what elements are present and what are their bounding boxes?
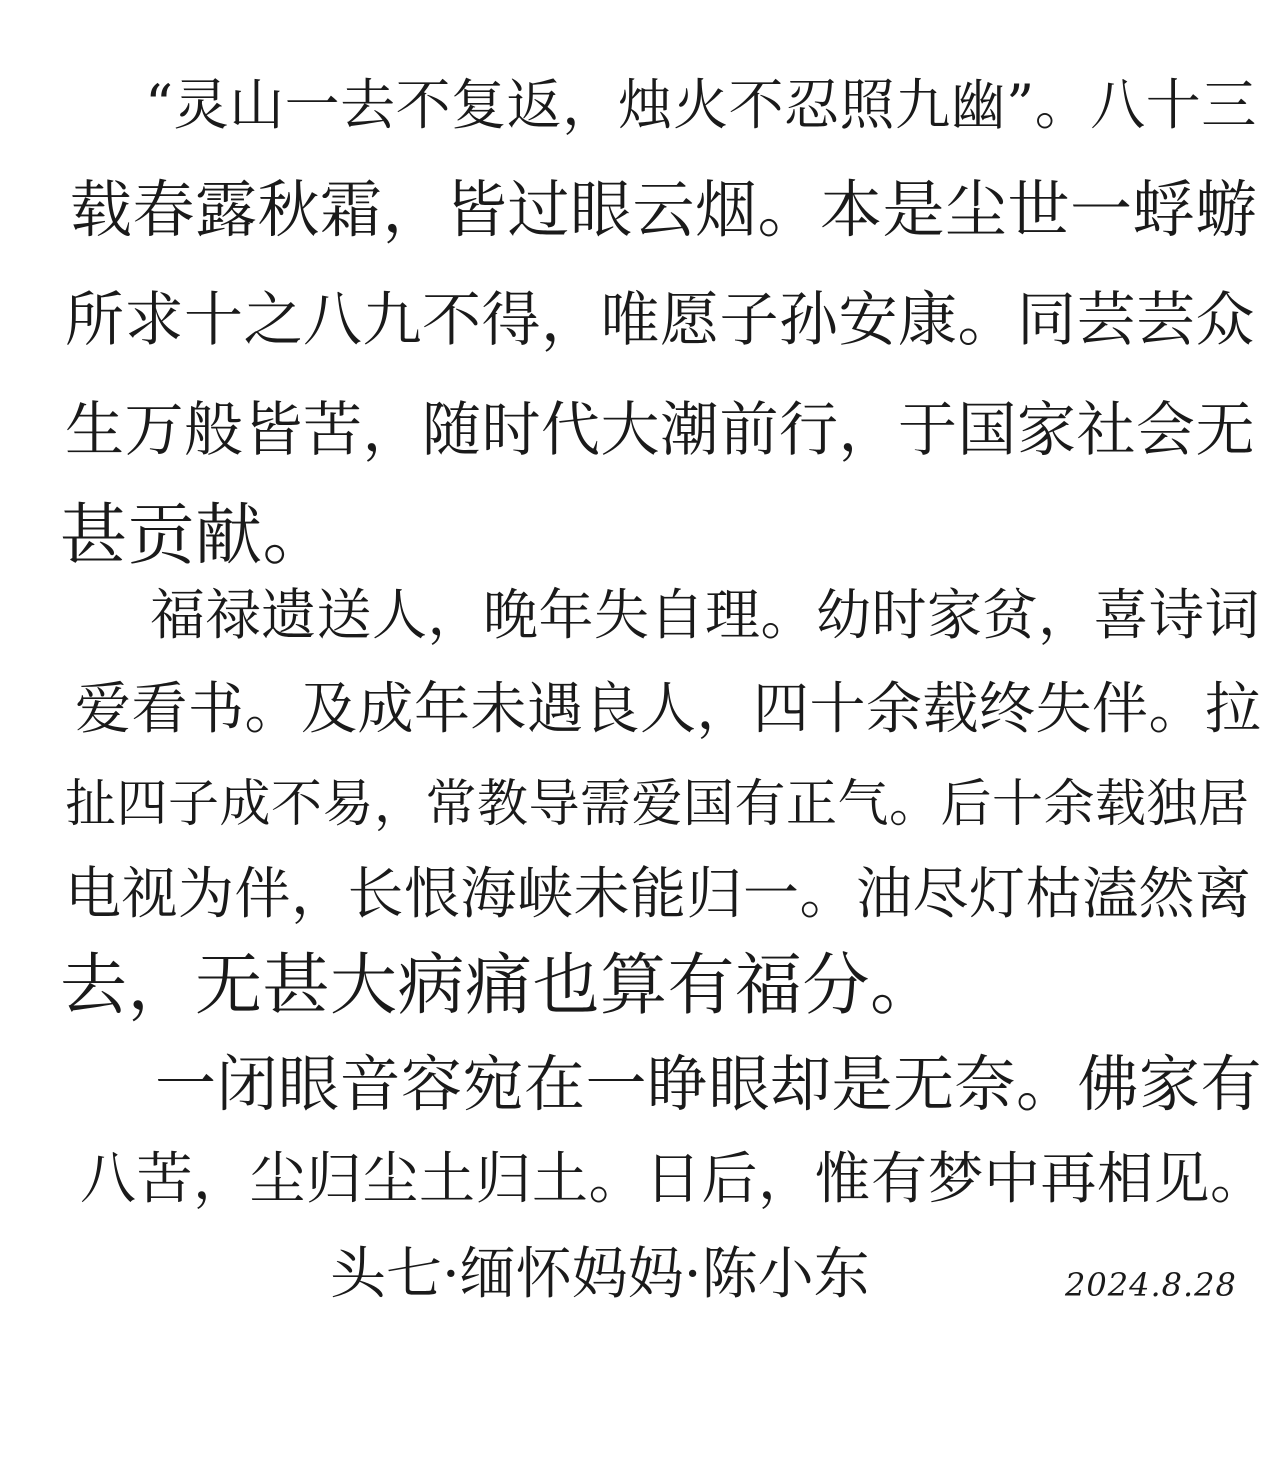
paragraph-2-line-2: 爱看书。及成年未遇良人，四十余载终失伴。拉 — [75, 677, 1262, 742]
signature-date: 2024.8.28 — [1065, 1266, 1237, 1304]
paragraph-1-line-3: 所求十之八九不得，唯愿子孙安康。同芸芸众 — [65, 285, 1256, 354]
paragraph-2-line-3: 扯四子成不易，常教导需爱国有正气。后十余载独居 — [65, 775, 1250, 834]
paragraph-2-line-5: 去，无甚大病痛也算有福分。 — [60, 946, 938, 1024]
paragraph-2-line-4: 电视为伴，长恨海峡未能归一。油尽灯枯溘然离 — [65, 862, 1252, 927]
paragraph-2-line-1: 福禄遗送人，晚年失自理。幼时家贫，喜诗词 — [150, 583, 1261, 647]
paragraph-1-line-4: 生万般皆苦，随时代大潮前行，于国家社会无 — [65, 395, 1256, 464]
signature-name: 头七·缅怀妈妈·陈小东 — [330, 1242, 870, 1307]
paragraph-1-line-2: 载春露秋霜，皆过眼云烟。本是尘世一蜉蝣 — [70, 173, 1258, 246]
paragraph-3-line-1: 一闭眼音容宛在一睁眼却是无奈。佛家有 — [155, 1049, 1263, 1120]
paragraph-1-line-5: 甚贡献。 — [60, 496, 330, 574]
paragraph-3-line-2: 八苦，尘归尘土归土。日后，惟有梦中再相见。 — [80, 1147, 1267, 1212]
paragraph-1-line-1: “灵山一去不复返，烛火不忍照九幽”。八十三 — [145, 73, 1257, 137]
